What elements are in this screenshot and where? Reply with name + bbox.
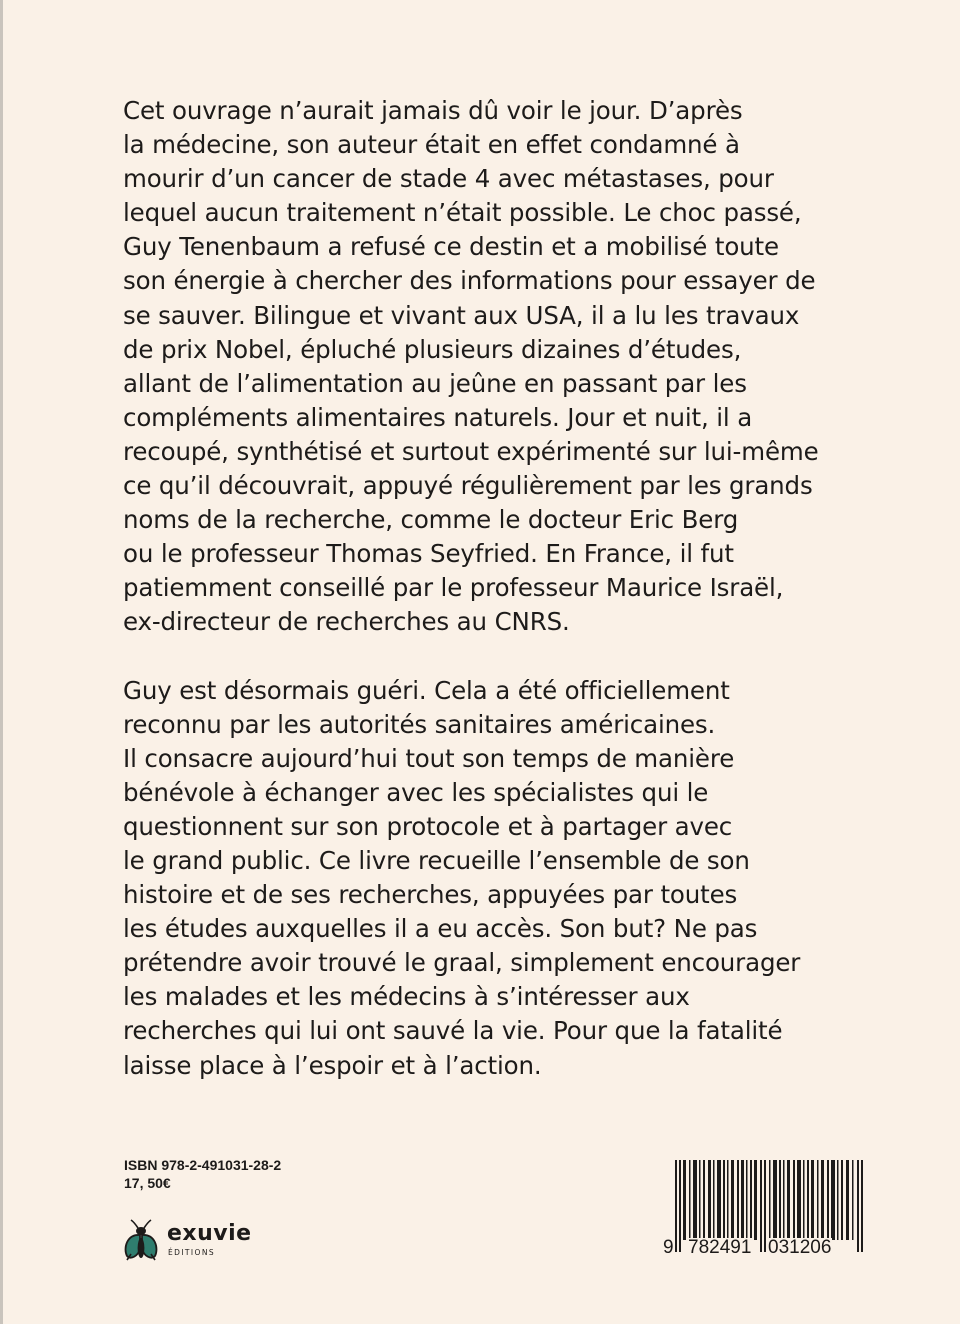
publisher-wordmark (167, 1223, 252, 1257)
barcode-left-digits: 782491 (688, 1237, 752, 1258)
beetle-icon (121, 1218, 161, 1262)
barcode (663, 1160, 873, 1260)
price: 17, 50€ (124, 1175, 171, 1191)
isbn-number: ISBN 978-2-491031-28-2 (124, 1157, 282, 1173)
blurb-text (123, 94, 883, 1083)
barcode-right-digits: 031206 (768, 1237, 832, 1258)
publisher-subtitle: ÉDITIONS (168, 1248, 215, 1257)
publisher-name: exuvie (167, 1221, 252, 1246)
publisher-logo (121, 1218, 252, 1262)
isbn-block (124, 1156, 281, 1192)
barcode-first-digit: 9 (663, 1237, 674, 1258)
blurb-paragraph-1: Cet ouvrage n’aurait jamais dû voir le jour. D’après la médecine, son auteur était en effet condamné à mourir d’un cancer de stade 4 avec métastases, pour lequel aucun traitement n’était possible. Le choc passé, Guy Tenenbaum a refusé ce destin et a mobilisé toute son énergie à chercher des informations pour essayer de se sauver. Bilingue et vivant aux USA, il a lu les travaux de prix Nobel, épluché plusieurs dizaines d’études, allant de l’alimentation au jeûne en passant par les compléments alimentaires naturels. Jour et nuit, il a recoupé, synthétisé et surtout expérimenté sur lui-même ce qu’il découvrait, appuyé régulièrement par les grands noms de la recherche, comme le docteur Eric Berg ou le professeur Thomas Seyfried. En France, il fut patiemment conseillé par le professeur Maurice Israël, ex-directeur de recherches au CNRS. (123, 96, 819, 637)
blurb-paragraph-2: Guy est désormais guéri. Cela a été officiellement reconnu par les autorités sanitaires américaines. Il consacre aujourd’hui tout son temps de manière bénévole à échanger avec les spécialistes qui le questionnent sur son protocole et à partager avec le grand public. Ce livre recueille l’ensemble de son histoire et de ses recherches, appuyées par toutes les études auxquelles il a eu accès. Son but? Ne pas prétendre avoir trouvé le graal, simplement encourager les malades et les médecins à s’intéresser aux recherches qui lui ont sauvé la vie. Pour que la fatalité laisse place à l’espoir et à l’action. (123, 675, 801, 1080)
